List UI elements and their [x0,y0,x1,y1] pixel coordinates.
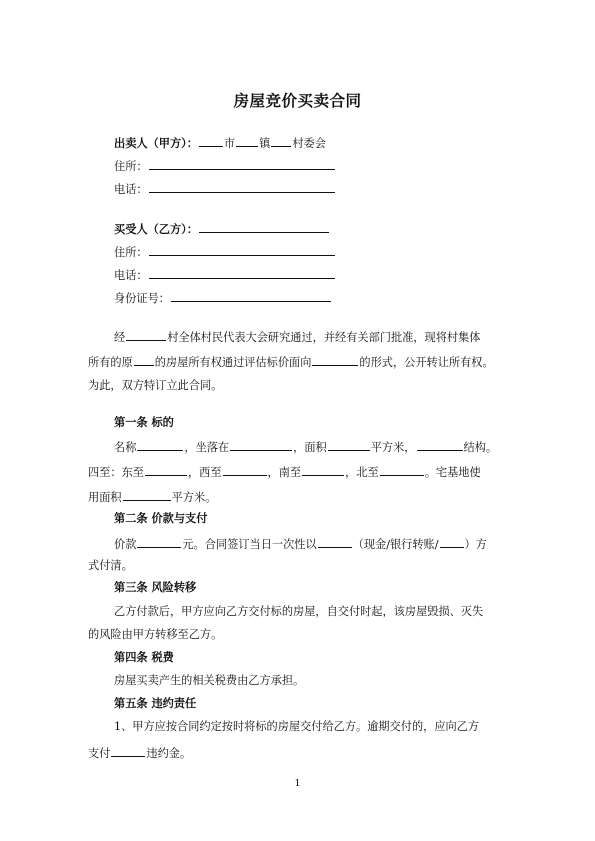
buyer-address-label: 住所： [114,246,148,259]
article-1-heading: 第一条 标的 [114,416,174,429]
village-suffix: 村委会 [292,137,326,150]
intro-text: 为此，双方特订立此合同。 [88,379,223,392]
page-number: 1 [294,778,301,789]
article-2-line-1 [114,535,487,553]
village-name-blank [126,328,166,341]
article-text: 结构。 [463,441,498,454]
buyer-name-blank [199,220,329,233]
seller-address-label: 住所： [114,160,148,173]
intro-line-3 [88,378,518,394]
south-blank [302,463,344,476]
article-text: 房屋买卖产生的相关税费由乙方承担。 [114,674,305,687]
article-3-heading: 第三条 风险转移 [114,581,197,594]
buyer-line [114,220,330,238]
article-text: 四至：东至 [88,466,144,479]
article-text: 用面积 [88,491,122,504]
article-text: ）方 [464,538,487,551]
article-2-heading: 第二条 价款与支付 [114,512,208,525]
audience-blank [312,353,358,366]
land-area-blank [123,488,171,501]
document-title: 房屋竞价买卖合同 [233,92,362,110]
article-1-line-1 [114,438,497,456]
article-1-line-2 [88,463,518,481]
seller-phone-line [114,180,336,198]
east-blank [145,463,187,476]
seller-address-blank [149,157,335,170]
intro-text: 村全体村民代表大会研究通过，并经有关部门批准，现将村集体 [167,331,481,344]
buyer-id-blank [171,289,331,302]
penalty-blank [111,744,145,757]
buyer-label: 买受人（乙方）： [114,223,198,236]
city-blank [199,134,223,147]
buyer-id-line [114,289,332,307]
buyer-phone-line [114,266,336,284]
village-blank [271,134,291,147]
town-blank [236,134,258,147]
article-text: ，坐落在 [184,441,230,454]
article-text: 元。合同签订当日一次性以 [182,538,317,551]
intro-text: 经 [114,331,126,344]
seller-phone-label: 电话： [114,183,148,196]
article-text: ，南至 [267,466,302,479]
structure-blank [417,438,463,451]
article-text: 乙方付款后，甲方应向乙方交付标的房屋，自交付时起，该房屋毁损、灭失 [114,605,484,618]
article-text: ，西至 [187,466,222,479]
north-blank [380,463,424,476]
article-4-line-1 [114,673,304,689]
location-blank [230,438,292,451]
article-text: 价款 [114,538,137,551]
seller-line [114,134,326,152]
west-blank [223,463,267,476]
buyer-phone-blank [149,266,335,279]
article-5-line-1 [114,719,479,735]
price-blank [137,535,181,548]
original-blank [134,353,154,366]
article-text: 式付清。 [88,559,133,572]
article-3-line-2 [88,627,518,643]
article-5-line-2 [88,744,518,762]
buyer-address-blank [149,243,335,256]
article-text: 名称 [114,441,137,454]
intro-text: 的形式，公开转让所有权。 [359,356,494,369]
seller-phone-blank [149,180,335,193]
article-text: 违约金。 [146,747,192,760]
intro-line-2 [88,353,518,371]
intro-line-1 [114,328,480,346]
article-3-line-1 [114,604,483,620]
article-text: 平方米， [370,441,416,454]
article-1-line-3 [88,488,518,506]
city-suffix: 市 [223,137,236,150]
seller-label: 出卖人（甲方）： [114,137,198,150]
article-text: （现金/银行转账/ [352,538,439,551]
area-blank [328,438,370,451]
article-4-heading: 第四条 税费 [114,651,174,664]
seller-address-line [114,157,336,175]
buyer-id-label: 身份证号： [114,292,170,305]
town-suffix: 镇 [259,137,271,150]
intro-text: 的房屋所有权通过评估标价面向 [154,356,312,369]
article-text: 1、甲方应按合同约定按时将标的房屋交付给乙方。逾期交付的，应向乙方 [114,720,480,733]
buyer-address-line [114,243,336,261]
payment-other-blank [440,535,464,548]
article-text: ，北至 [345,466,379,479]
intro-text: 所有的原 [88,356,133,369]
property-name-blank [137,438,183,451]
payment-mode-blank [318,535,352,548]
buyer-phone-label: 电话： [114,269,148,282]
article-text: ，面积 [293,441,327,454]
article-text: 平方米。 [171,491,217,504]
article-2-line-2 [88,558,518,574]
article-text: 的风险由甲方转移至乙方。 [88,628,223,641]
article-5-heading: 第五条 违约责任 [114,697,197,710]
article-text: 。宅基地使 [424,466,481,479]
article-text: 支付 [88,747,111,760]
